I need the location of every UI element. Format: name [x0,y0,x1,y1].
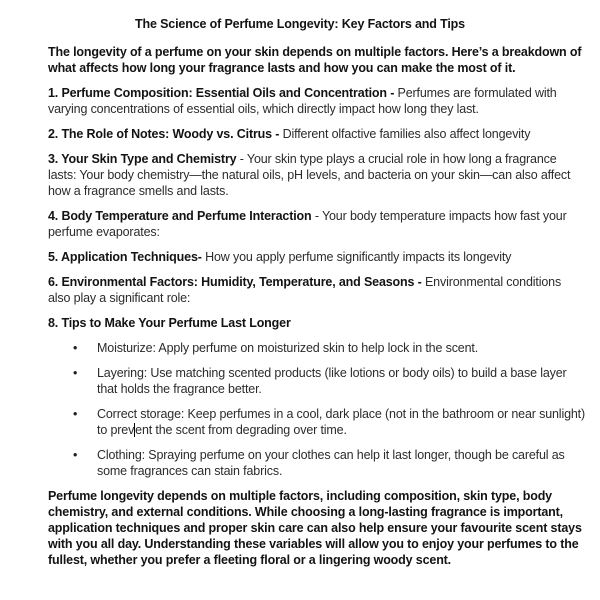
section-body-6: Environmental conditions also play a significant role: [48,275,562,305]
section-heading-4: 4. Body Temperature and Perfume Interaction [48,209,312,223]
section-heading-1: 1. Perfume Composition: Essential Oils and Concentration - [48,86,395,100]
list-item-clothing[interactable] [48,447,586,479]
section-paragraph-4[interactable] [48,208,586,240]
section-heading-5: 5. Application Techniques- [48,250,202,264]
section-heading-2: 2. The Role of Notes: Woody vs. Citrus - [48,127,280,141]
section-body-1: Perfumes are formulated with varying concentrations of essential oils, which directly impact how long they last. [48,86,557,116]
bullet-icon: • [73,407,78,421]
bullet-text-before-cursor: Correct storage: Keep perfumes in a cool, dark place (not in the bathroom or near sunlight) to prev [97,407,586,437]
bullet-text-after-cursor: ent the scent from degrading over time. [135,423,347,437]
bullet-icon: • [73,448,78,462]
intro-paragraph[interactable]: The longevity of a perfume on your skin depends on multiple factors. Here’s a breakdown of what affects how long your fragrance lasts and how you can make the most of it. [48,45,582,75]
list-item-correct-storage[interactable] [48,406,586,438]
section-paragraph-1[interactable] [48,85,586,117]
section-heading-6: 6. Environmental Factors: Humidity, Temperature, and Seasons - [48,275,422,289]
section-body-4: - Your body temperature impacts how fast your perfume evaporates: [48,209,567,239]
section-paragraph-3[interactable] [48,151,586,199]
bullet-icon: • [73,341,78,355]
section-paragraph-5[interactable] [48,249,586,265]
bullet-text: Layering: Use matching scented products (like lotions or body oils) to build a base layer that holds the fragrance better. [97,366,567,396]
document-title: The Science of Perfume Longevity: Key Factors and Tips [135,17,465,31]
section-body-3: - Your skin type plays a crucial role in how long a fragrance lasts: Your body chemistry—the natural oils, pH levels, and bacteria on your skin—can also affect how a fragrance smells and lasts. [48,152,571,198]
conclusion-paragraph[interactable]: Perfume longevity depends on multiple factors, including composition, skin type, body chemistry, and external conditions. While choosing a long-lasting fragrance is important, application techniques and proper skin care can also help ensure your favourite scent stays with you all day. Understanding these variables will allow you to enjoy your perfumes to the fullest, whether you prefer a fleeting floral or a lingering woody scent. [48,489,582,567]
list-item-layering[interactable] [48,365,586,397]
bullet-text: Moisturize: Apply perfume on moisturized skin to help lock in the scent. [97,341,479,355]
section-paragraph-2[interactable] [48,126,586,142]
bullet-text: Clothing: Spraying perfume on your clothes can help it last longer, though be careful as some fragrances can stain fabrics. [97,448,565,478]
section-paragraph-6[interactable] [48,274,586,306]
section-heading-3: 3. Your Skin Type and Chemistry [48,152,237,166]
section-body-5: How you apply perfume significantly impacts its longevity [205,250,512,264]
list-item-moisturize[interactable] [48,340,586,356]
section-body-2: Different olfactive families also affect longevity [282,127,531,141]
bullet-icon: • [73,366,78,380]
tips-heading[interactable]: 8. Tips to Make Your Perfume Last Longer [48,316,291,330]
